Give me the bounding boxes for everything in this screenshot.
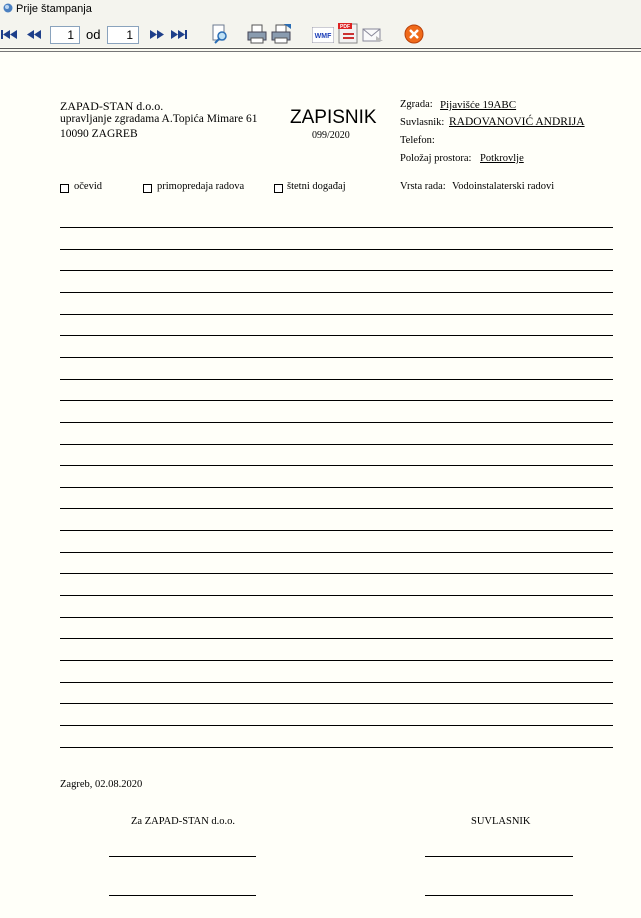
ruled-line: [60, 227, 613, 228]
ruled-line: [60, 270, 613, 271]
signature-line: [425, 895, 573, 896]
co-owner-label: Suvlasnik:: [400, 117, 445, 128]
print-preview-page: [0, 52, 641, 918]
building-label: Zgrada:: [400, 99, 433, 110]
ruled-line: [60, 422, 613, 423]
window-title: Prije štampanja: [16, 3, 92, 15]
work-type-value: Vodoinstalaterski radovi: [452, 181, 555, 192]
svg-text:WMF: WMF: [314, 33, 332, 40]
print-icon[interactable]: [246, 23, 268, 44]
ruled-line: [60, 444, 613, 445]
last-page-icon[interactable]: [170, 29, 188, 40]
ruled-line: [60, 508, 613, 509]
wmf-export-icon[interactable]: [312, 27, 334, 43]
checkbox-label: primopredaja radova: [157, 181, 245, 192]
ruled-line: [60, 335, 613, 336]
ruled-line: [60, 249, 613, 250]
title-bar: [0, 0, 641, 19]
document-number: 099/2020: [312, 130, 350, 141]
checkbox-ocevid[interactable]: [60, 184, 69, 193]
company-name: ZAPAD-STAN d.o.o.: [60, 99, 164, 113]
first-page-icon[interactable]: [1, 29, 19, 40]
document-title: ZAPISNIK: [290, 107, 377, 128]
ruled-line: [60, 357, 613, 358]
ruled-line: [60, 465, 613, 466]
signature-line: [425, 856, 573, 857]
ruled-line: [60, 292, 613, 293]
ruled-line: [60, 682, 613, 683]
ruled-line: [60, 617, 613, 618]
checkbox-primopredaja[interactable]: [143, 184, 152, 193]
space-position-label: Položaj prostora:: [400, 153, 472, 164]
phone-label: Telefon:: [400, 135, 435, 146]
signature-line: [109, 856, 256, 857]
checkbox-label: štetni događaj: [287, 181, 346, 192]
total-pages-field: 1: [107, 26, 139, 44]
ruled-line: [60, 725, 613, 726]
close-icon[interactable]: [404, 24, 424, 44]
building-value: Pijavišće 19ABC: [440, 99, 517, 111]
app-icon: [3, 3, 13, 13]
ruled-line: [60, 530, 613, 531]
pdf-export-icon[interactable]: [337, 22, 359, 44]
ruled-line: [60, 703, 613, 704]
checkbox-label: očevid: [74, 181, 102, 192]
checkbox-stetni-dogadaj[interactable]: [274, 184, 283, 193]
ruled-line: [60, 487, 613, 488]
signature-label-company: Za ZAPAD-STAN d.o.o.: [131, 816, 236, 827]
co-owner-value: RADOVANOVIĆ ANDRIJA: [449, 116, 585, 128]
ruled-line: [60, 573, 613, 574]
previous-page-icon[interactable]: [25, 29, 43, 40]
space-position-value: Potkrovlje: [480, 153, 524, 164]
ruled-line: [60, 595, 613, 596]
signature-label-co-owner: SUVLASNIK: [471, 816, 531, 827]
page-separator-label: od: [86, 27, 101, 42]
ruled-line: [60, 400, 613, 401]
email-icon[interactable]: [362, 27, 384, 43]
current-page-input[interactable]: 1: [50, 26, 80, 44]
work-type-label: Vrsta rada:: [400, 181, 446, 192]
zoom-icon[interactable]: [210, 24, 230, 44]
company-address: upravljanje zgradama A.Topića Mimare 61: [60, 113, 258, 125]
ruled-line: [60, 638, 613, 639]
print-setup-icon[interactable]: [270, 23, 292, 44]
place-date: Zagreb, 02.08.2020: [60, 779, 143, 790]
next-page-icon[interactable]: [148, 29, 166, 40]
signature-line: [109, 895, 256, 896]
ruled-line: [60, 660, 613, 661]
toolbar-divider: [0, 48, 641, 49]
svg-text:PDF: PDF: [340, 24, 350, 30]
ruled-line: [60, 314, 613, 315]
company-city: 10090 ZAGREB: [60, 128, 138, 140]
ruled-line: [60, 747, 613, 748]
ruled-line: [60, 379, 613, 380]
ruled-line: [60, 552, 613, 553]
